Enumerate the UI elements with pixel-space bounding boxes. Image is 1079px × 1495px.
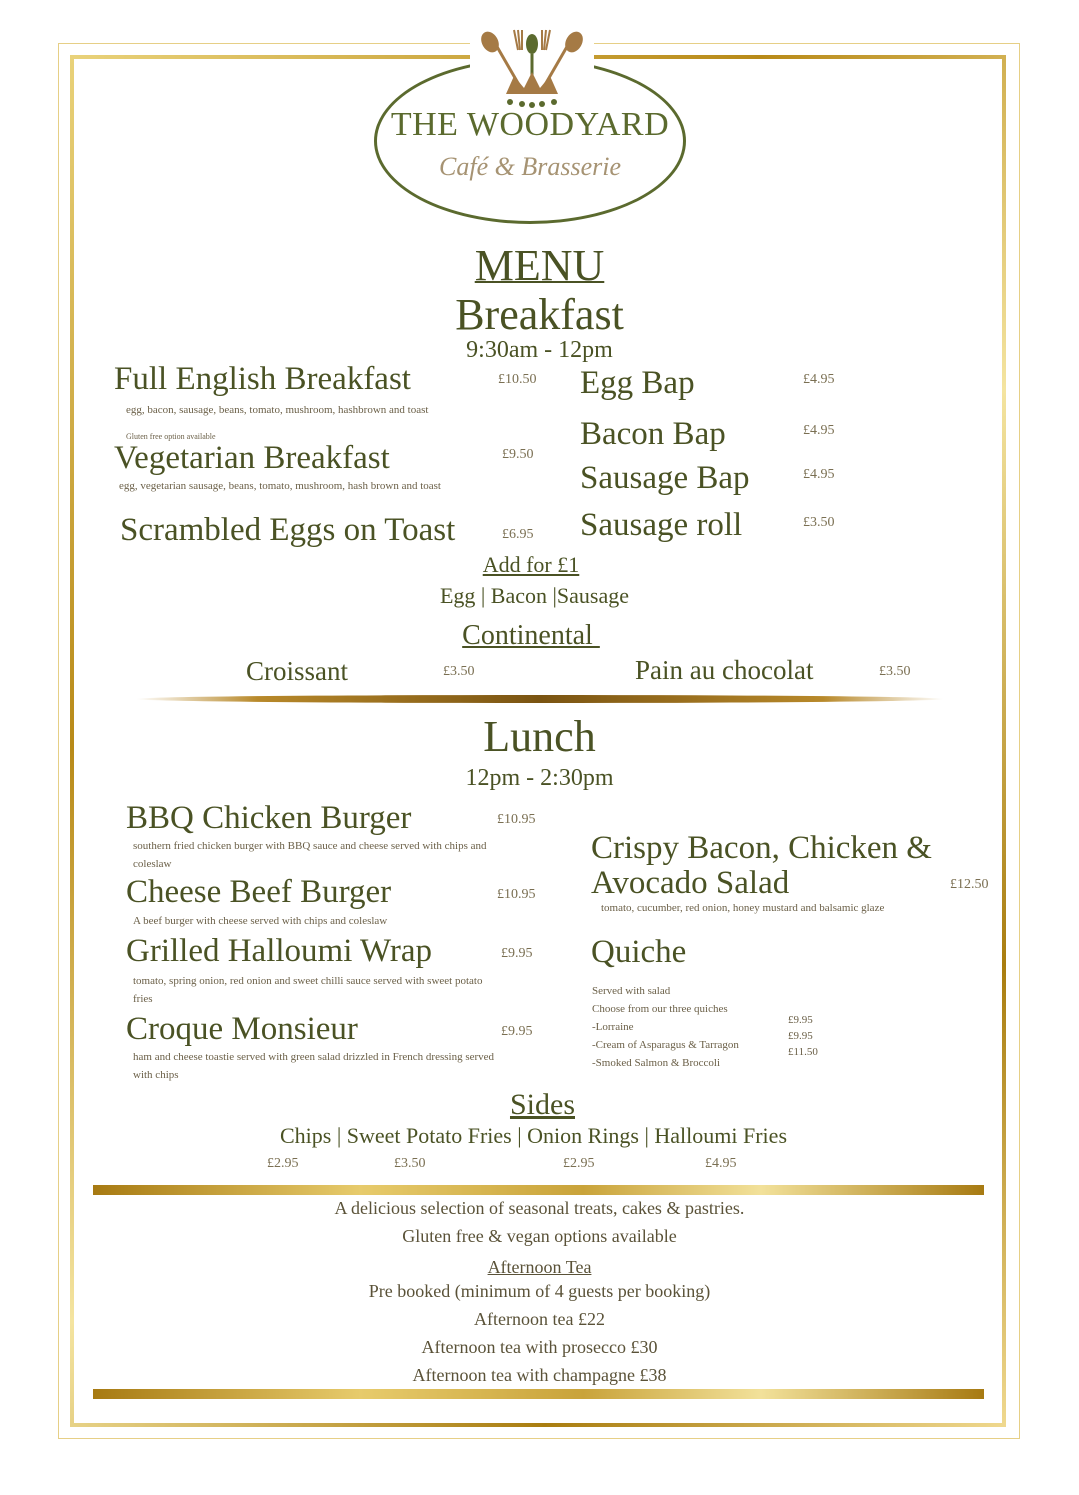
menu-item-price: £4.95 <box>803 467 835 482</box>
menu-item-name: Vegetarian Breakfast <box>114 440 390 476</box>
menu-item-name: Scrambled Eggs on Toast <box>120 512 456 548</box>
menu-item-name: Cheese Beef Burger <box>126 874 392 910</box>
quiche-options <box>592 982 739 1072</box>
menu-item-price: £9.50 <box>502 447 534 462</box>
menu-item-desc: tomato, spring onion, red onion and sweet chilli sauce served with sweet potato fries <box>133 975 483 1005</box>
lunch-hours: 12pm - 2:30pm <box>465 765 614 791</box>
quiche-price: £9.95 <box>788 1014 813 1026</box>
quiche-price: £11.50 <box>788 1046 818 1058</box>
salad-name: Avocado Salad <box>591 865 790 901</box>
breakfast-heading: Breakfast <box>455 290 624 339</box>
cutlery-crown-icon <box>470 28 594 108</box>
menu-item-name: Sausage roll <box>580 507 743 543</box>
add-ons-heading: Add for £1 <box>482 552 580 577</box>
menu-item-price: £3.50 <box>443 664 475 679</box>
menu-item-price: £3.50 <box>803 515 835 530</box>
quiche-name: Quiche <box>591 934 687 970</box>
quiche-price: £9.95 <box>788 1030 813 1042</box>
menu-item-name: Full English Breakfast <box>114 361 411 397</box>
menu-item-price: £9.95 <box>501 1024 533 1039</box>
menu-item-name: Croissant <box>246 656 349 686</box>
quiche-line: -Smoked Salmon & Broccoli <box>592 1057 721 1069</box>
afternoon-tea-price: Afternoon tea £22 <box>474 1309 605 1329</box>
menu-item-desc: tomato, cucumber, red onion, honey mustard and balsamic glaze <box>601 902 885 914</box>
gold-bar-top <box>93 1185 984 1195</box>
treats-line: A delicious selection of seasonal treats, cakes & pastries. <box>334 1198 745 1218</box>
champagne-price: Afternoon tea with champagne £38 <box>412 1365 667 1385</box>
menu-item-name: Egg Bap <box>580 365 695 401</box>
menu-item-price: £4.95 <box>803 372 835 387</box>
gluten-free-note: Gluten free option available <box>126 432 216 441</box>
menu-item-desc: egg, vegetarian sausage, beans, tomato, mushroom, hash brown and toast <box>119 480 441 492</box>
side-price: £2.95 <box>563 1156 595 1171</box>
menu-item-price: £10.95 <box>497 812 536 827</box>
quiche-prices <box>788 1012 818 1060</box>
side-price: £2.95 <box>267 1156 299 1171</box>
menu-item-desc: egg, bacon, sausage, beans, tomato, mushroom, hashbrown and toast <box>126 404 429 416</box>
menu-item-price: £3.50 <box>879 664 911 679</box>
logo-title: THE WOODYARD <box>390 106 670 143</box>
side-price: £3.50 <box>394 1156 426 1171</box>
quiche-line: -Cream of Asparagus & Tarragon <box>592 1039 739 1051</box>
menu-item-name: Grilled Halloumi Wrap <box>126 933 432 969</box>
menu-item-desc: A beef burger with cheese served with chips and coleslaw <box>133 915 388 927</box>
quiche-line: Choose from our three quiches <box>592 1003 728 1015</box>
section-divider <box>136 695 944 703</box>
sides-items: Chips | Sweet Potato Fries | Onion Rings | Halloumi Fries <box>280 1123 787 1148</box>
menu-item-price: £10.50 <box>498 372 537 387</box>
lunch-heading: Lunch <box>483 712 596 761</box>
menu-item-price: £6.95 <box>502 527 534 542</box>
menu-item-name: Pain au chocolat <box>635 655 814 685</box>
gf-vegan-line: Gluten free & vegan options available <box>402 1226 677 1246</box>
menu-item-name: Sausage Bap <box>580 460 750 496</box>
breakfast-hours: 9:30am - 12pm <box>466 337 613 363</box>
menu-heading: MENU <box>474 241 605 290</box>
continental-heading: Continental <box>462 620 600 651</box>
menu-item-name: BBQ Chicken Burger <box>126 800 412 836</box>
add-ons-items: Egg | Bacon |Sausage <box>439 583 630 608</box>
menu-item-name: Bacon Bap <box>580 416 726 452</box>
menu-item-price: £4.95 <box>803 423 835 438</box>
menu-item-price: £12.50 <box>950 877 989 892</box>
menu-item-price: £10.95 <box>497 887 536 902</box>
logo-subtitle: Café & Brasserie <box>439 152 621 181</box>
menu-item-desc: southern fried chicken burger with BBQ sauce and cheese served with chips and coleslaw <box>133 840 487 870</box>
salad-name: Crispy Bacon, Chicken & <box>591 830 932 866</box>
menu-item-name: Croque Monsieur <box>126 1011 358 1047</box>
menu-item-desc: ham and cheese toastie served with green salad drizzled in French dressing served with chips <box>133 1051 495 1081</box>
quiche-line: Served with salad <box>592 985 671 997</box>
prosecco-price: Afternoon tea with prosecco £30 <box>421 1337 658 1357</box>
afternoon-tea-heading: Afternoon Tea <box>487 1257 592 1277</box>
menu-item-price: £9.95 <box>501 946 533 961</box>
gold-bar-bottom <box>93 1389 984 1399</box>
prebooked-line: Pre booked (minimum of 4 guests per booking) <box>368 1281 711 1301</box>
sides-heading: Sides <box>509 1088 575 1121</box>
side-price: £4.95 <box>705 1156 737 1171</box>
quiche-line: -Lorraine <box>592 1021 634 1033</box>
